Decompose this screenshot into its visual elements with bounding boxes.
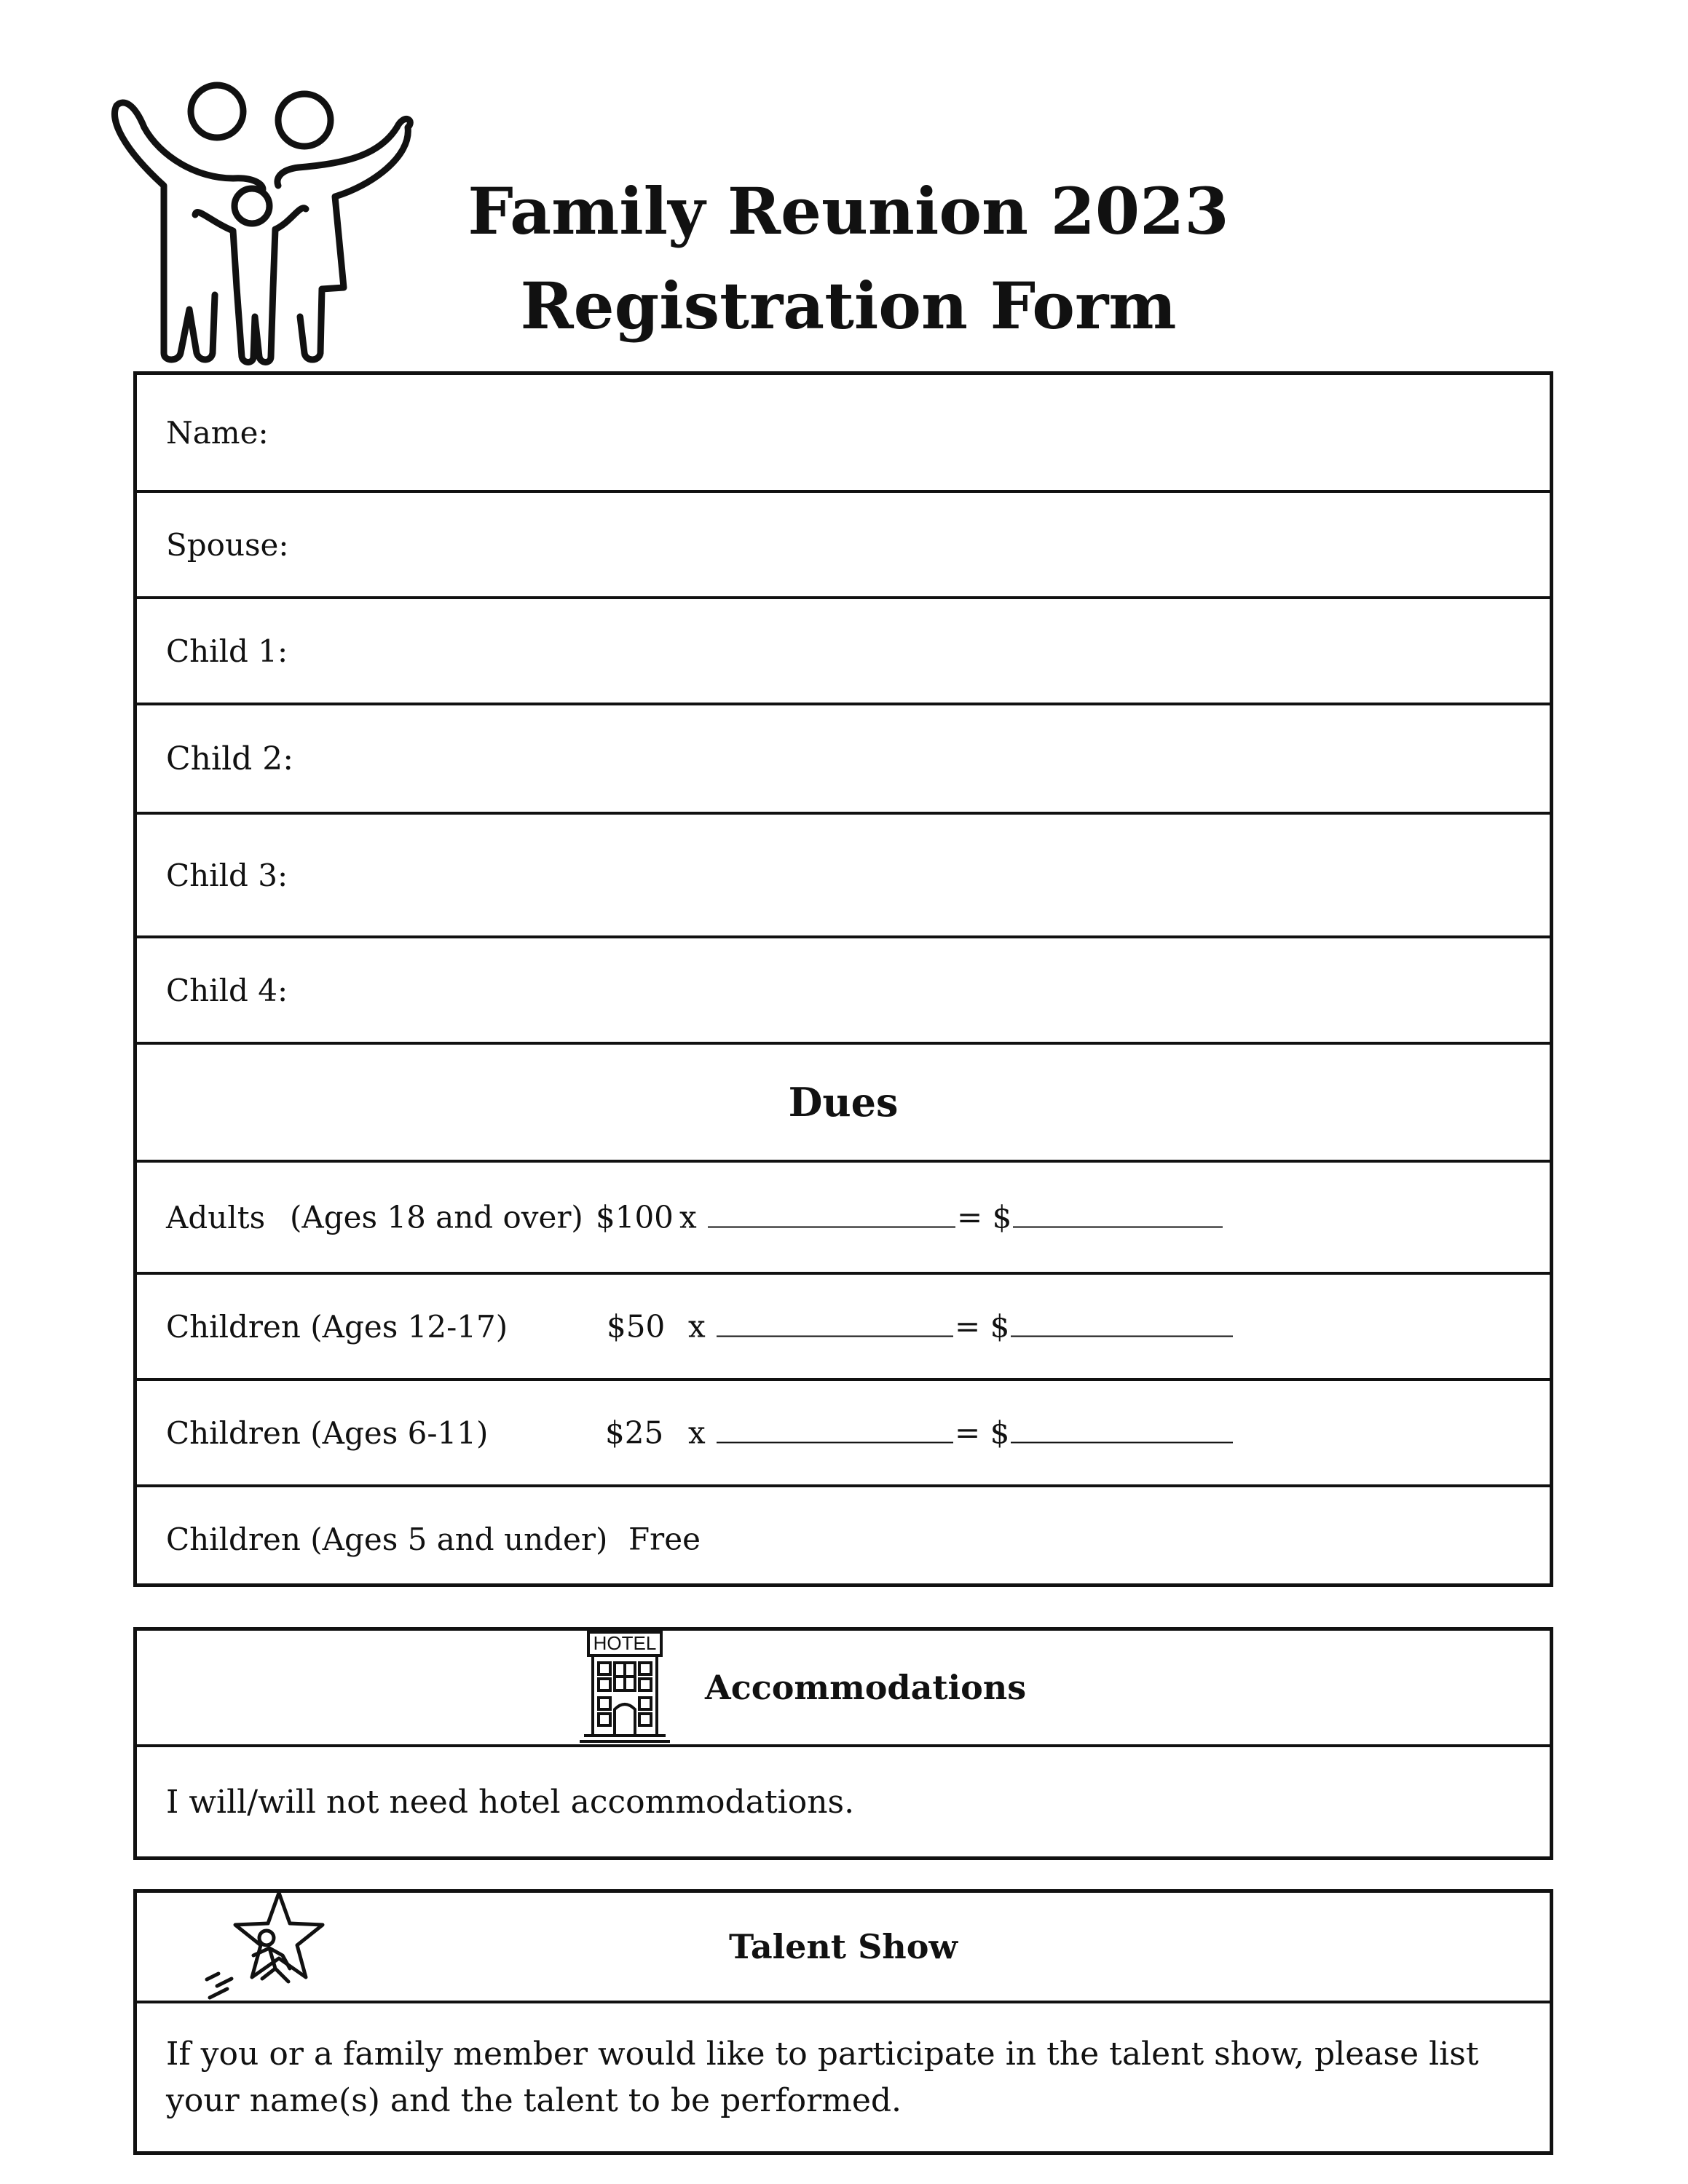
child-1-label: Child 1: [166, 633, 288, 669]
adults-ages: (Ages 18 and over) [290, 1199, 583, 1235]
family-icon [109, 76, 415, 368]
page-title [408, 164, 1289, 353]
times-sign: x [688, 1415, 706, 1451]
little-label: Children (Ages 5 and under) [166, 1521, 608, 1557]
equals-sign: = $ [957, 1199, 1012, 1235]
star-performer-icon [202, 1888, 334, 2005]
spouse-row[interactable] [137, 493, 1550, 599]
talent-text: If you or a family member would like to participate in the talent show, please list your name(s) and the talent to be performed. [166, 2035, 1479, 2119]
title-line-2: Registration Form [520, 268, 1177, 344]
times-sign: x [679, 1199, 697, 1235]
spouse-label: Spouse: [166, 526, 289, 563]
talent-heading-row [137, 1893, 1550, 2003]
kids-price: $25 [605, 1415, 664, 1451]
dues-row-little [137, 1487, 1550, 1591]
child-4-row[interactable] [137, 938, 1550, 1045]
equals-sign: = $ [955, 1308, 1010, 1345]
child-4-label: Child 4: [166, 972, 288, 1008]
adults-qty-group [679, 1200, 1224, 1235]
hotel-sign-text: HOTEL [593, 1632, 657, 1654]
teens-price: $50 [607, 1308, 666, 1345]
accommodations-heading: Accommodations [705, 1668, 1027, 1707]
accommodations-text-row[interactable] [137, 1747, 1550, 1856]
teens-label: Children (Ages 12-17) [166, 1308, 508, 1345]
child-3-row[interactable] [137, 815, 1550, 938]
little-price: Free [628, 1521, 701, 1557]
title-line-1: Family Reunion 2023 [468, 173, 1229, 249]
kids-qty-blank[interactable] [717, 1416, 953, 1444]
name-row[interactable] [137, 375, 1550, 493]
kids-label: Children (Ages 6-11) [166, 1415, 489, 1451]
child-2-label: Child 2: [166, 740, 294, 778]
adults-total-blank[interactable] [1013, 1200, 1223, 1228]
talent-show-section [133, 1889, 1553, 2155]
kids-qty-group [688, 1415, 1234, 1451]
equals-sign: = $ [955, 1415, 1010, 1451]
dues-heading: Dues [788, 1079, 899, 1125]
dues-row-kids [137, 1381, 1550, 1487]
accommodations-text: I will/will not need hotel accommodations. [166, 1783, 855, 1821]
name-label: Name: [166, 414, 269, 451]
talent-text-row[interactable] [137, 2003, 1550, 2151]
registration-table [133, 371, 1553, 1587]
dues-heading-row [137, 1045, 1550, 1163]
adults-qty-blank[interactable] [708, 1200, 955, 1228]
dues-row-teens [137, 1275, 1550, 1381]
teens-total-blank[interactable] [1011, 1310, 1233, 1337]
dues-row-adults [137, 1163, 1550, 1275]
child-3-label: Child 3: [166, 857, 288, 893]
teens-qty-blank[interactable] [717, 1310, 953, 1337]
teens-qty-group [688, 1309, 1234, 1345]
child-2-row[interactable] [137, 705, 1550, 815]
talent-heading: Talent Show [728, 1927, 958, 1966]
adults-price: $100 [596, 1199, 674, 1235]
kids-total-blank[interactable] [1011, 1416, 1233, 1444]
accommodations-heading-row [137, 1631, 1550, 1747]
child-1-row[interactable] [137, 599, 1550, 705]
hotel-icon [574, 1629, 676, 1746]
accommodations-section [133, 1627, 1553, 1860]
adults-label: Adults [166, 1199, 266, 1235]
times-sign: x [688, 1308, 706, 1345]
